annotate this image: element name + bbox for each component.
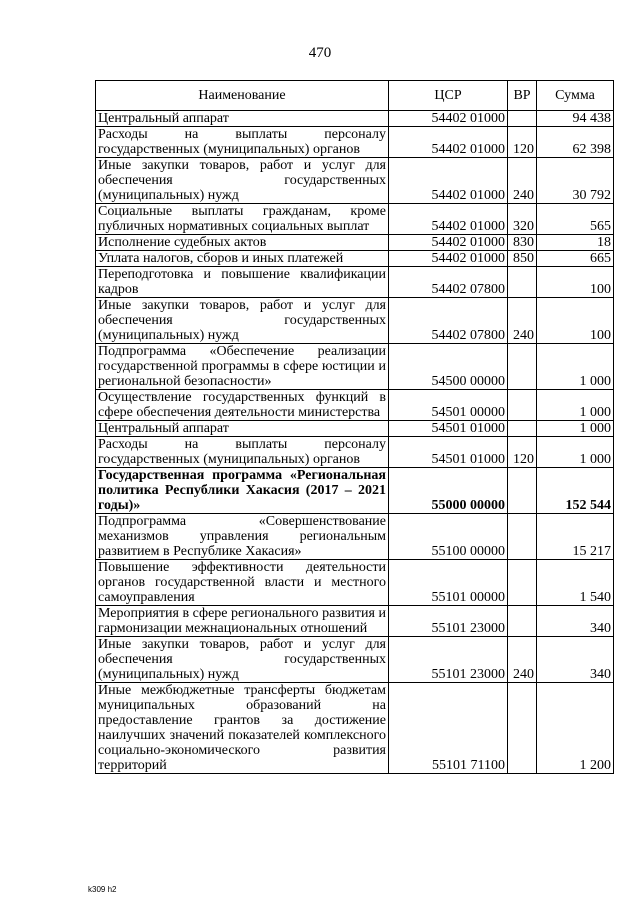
cell-csr: 54402 07800 <box>389 298 508 344</box>
cell-sum: 18 <box>537 235 614 251</box>
cell-sum: 62 398 <box>537 127 614 158</box>
header-vr: ВР <box>508 81 537 111</box>
table-header-row <box>96 81 614 111</box>
table-row <box>96 421 614 437</box>
table-row <box>96 344 614 390</box>
cell-vr: 320 <box>508 204 537 235</box>
cell-vr <box>508 468 537 514</box>
cell-csr: 54402 07800 <box>389 267 508 298</box>
cell-sum: 1 000 <box>537 390 614 421</box>
cell-name: Центральный аппарат <box>96 421 389 437</box>
cell-vr: 830 <box>508 235 537 251</box>
cell-sum: 1 540 <box>537 560 614 606</box>
table-row <box>96 235 614 251</box>
cell-vr: 850 <box>508 251 537 267</box>
cell-vr: 120 <box>508 127 537 158</box>
table-row <box>96 390 614 421</box>
cell-sum: 15 217 <box>537 514 614 560</box>
cell-name: Уплата налогов, сборов и иных платежей <box>96 251 389 267</box>
cell-name: Социальные выплаты гражданам, кроме публичных нормативных социальных выплат <box>96 204 389 235</box>
cell-vr <box>508 683 537 774</box>
table-row <box>96 204 614 235</box>
cell-name: Государственная программа «Региональная политика Республики Хакасия (2017 – 2021 годы)» <box>96 468 389 514</box>
cell-csr: 54402 01000 <box>389 127 508 158</box>
cell-csr: 55100 00000 <box>389 514 508 560</box>
cell-vr: 120 <box>508 437 537 468</box>
cell-vr: 240 <box>508 158 537 204</box>
cell-name: Подпрограмма «Совершенствование механизмов управления региональным развитием в Республике Хакасия» <box>96 514 389 560</box>
cell-name: Мероприятия в сфере регионального развития и гармонизации межнациональных отношений <box>96 606 389 637</box>
table-row <box>96 437 614 468</box>
cell-vr <box>508 606 537 637</box>
cell-csr: 54500 00000 <box>389 344 508 390</box>
cell-sum: 94 438 <box>537 111 614 127</box>
cell-csr: 55101 00000 <box>389 560 508 606</box>
table-row <box>96 560 614 606</box>
footer-code: k309 h2 <box>88 885 117 894</box>
cell-csr: 54402 01000 <box>389 251 508 267</box>
cell-name: Центральный аппарат <box>96 111 389 127</box>
table-row <box>96 683 614 774</box>
cell-sum: 30 792 <box>537 158 614 204</box>
cell-csr: 54402 01000 <box>389 204 508 235</box>
header-name: Наименование <box>96 81 389 111</box>
page-number: 470 <box>308 45 332 61</box>
cell-name: Иные закупки товаров, работ и услуг для обеспечения государственных (муниципальных) нужд <box>96 637 389 683</box>
cell-vr <box>508 344 537 390</box>
cell-csr: 54501 01000 <box>389 437 508 468</box>
cell-name: Подпрограмма «Обеспечение реализации государственной программы в сфере юстиции и региональной безопасности» <box>96 344 389 390</box>
cell-sum: 1 000 <box>537 437 614 468</box>
cell-sum: 1 000 <box>537 421 614 437</box>
table-row <box>96 298 614 344</box>
table-row <box>96 606 614 637</box>
cell-sum: 665 <box>537 251 614 267</box>
cell-vr <box>508 111 537 127</box>
cell-csr: 55101 23000 <box>389 637 508 683</box>
table-row <box>96 127 614 158</box>
cell-csr: 54402 01000 <box>389 111 508 127</box>
header-csr: ЦСР <box>389 81 508 111</box>
budget-table <box>95 80 614 774</box>
cell-name: Переподготовка и повышение квалификации кадров <box>96 267 389 298</box>
table-row <box>96 158 614 204</box>
cell-name: Осуществление государственных функций в сфере обеспечения деятельности министерства <box>96 390 389 421</box>
cell-name: Расходы на выплаты персоналу государственных (муниципальных) органов <box>96 127 389 158</box>
cell-csr: 54501 00000 <box>389 390 508 421</box>
cell-name: Расходы на выплаты персоналу государственных (муниципальных) органов <box>96 437 389 468</box>
cell-vr <box>508 421 537 437</box>
cell-name: Исполнение судебных актов <box>96 235 389 251</box>
cell-sum: 100 <box>537 298 614 344</box>
cell-csr: 55000 00000 <box>389 468 508 514</box>
table-row <box>96 514 614 560</box>
cell-vr <box>508 267 537 298</box>
cell-sum: 100 <box>537 267 614 298</box>
cell-csr: 54501 01000 <box>389 421 508 437</box>
cell-vr <box>508 560 537 606</box>
cell-vr: 240 <box>508 298 537 344</box>
header-sum: Сумма <box>537 81 614 111</box>
cell-sum: 565 <box>537 204 614 235</box>
cell-csr: 55101 71100 <box>389 683 508 774</box>
cell-csr: 54402 01000 <box>389 235 508 251</box>
table-row <box>96 637 614 683</box>
cell-sum: 152 544 <box>537 468 614 514</box>
cell-name: Повышение эффективности деятельности органов государственной власти и местного самоуправления <box>96 560 389 606</box>
cell-sum: 340 <box>537 637 614 683</box>
cell-vr <box>508 514 537 560</box>
cell-csr: 55101 23000 <box>389 606 508 637</box>
table-row <box>96 267 614 298</box>
cell-vr: 240 <box>508 637 537 683</box>
cell-sum: 340 <box>537 606 614 637</box>
table-row <box>96 251 614 267</box>
cell-vr <box>508 390 537 421</box>
cell-sum: 1 000 <box>537 344 614 390</box>
table-row <box>96 468 614 514</box>
cell-name: Иные закупки товаров, работ и услуг для обеспечения государственных (муниципальных) нужд <box>96 158 389 204</box>
cell-sum: 1 200 <box>537 683 614 774</box>
table-row <box>96 111 614 127</box>
cell-name: Иные межбюджетные трансферты бюджетам муниципальных образований на предоставление грантов за достижение наилучших значений показателей комплексного социально-экономического развития территорий <box>96 683 389 774</box>
cell-csr: 54402 01000 <box>389 158 508 204</box>
cell-name: Иные закупки товаров, работ и услуг для обеспечения государственных (муниципальных) нужд <box>96 298 389 344</box>
